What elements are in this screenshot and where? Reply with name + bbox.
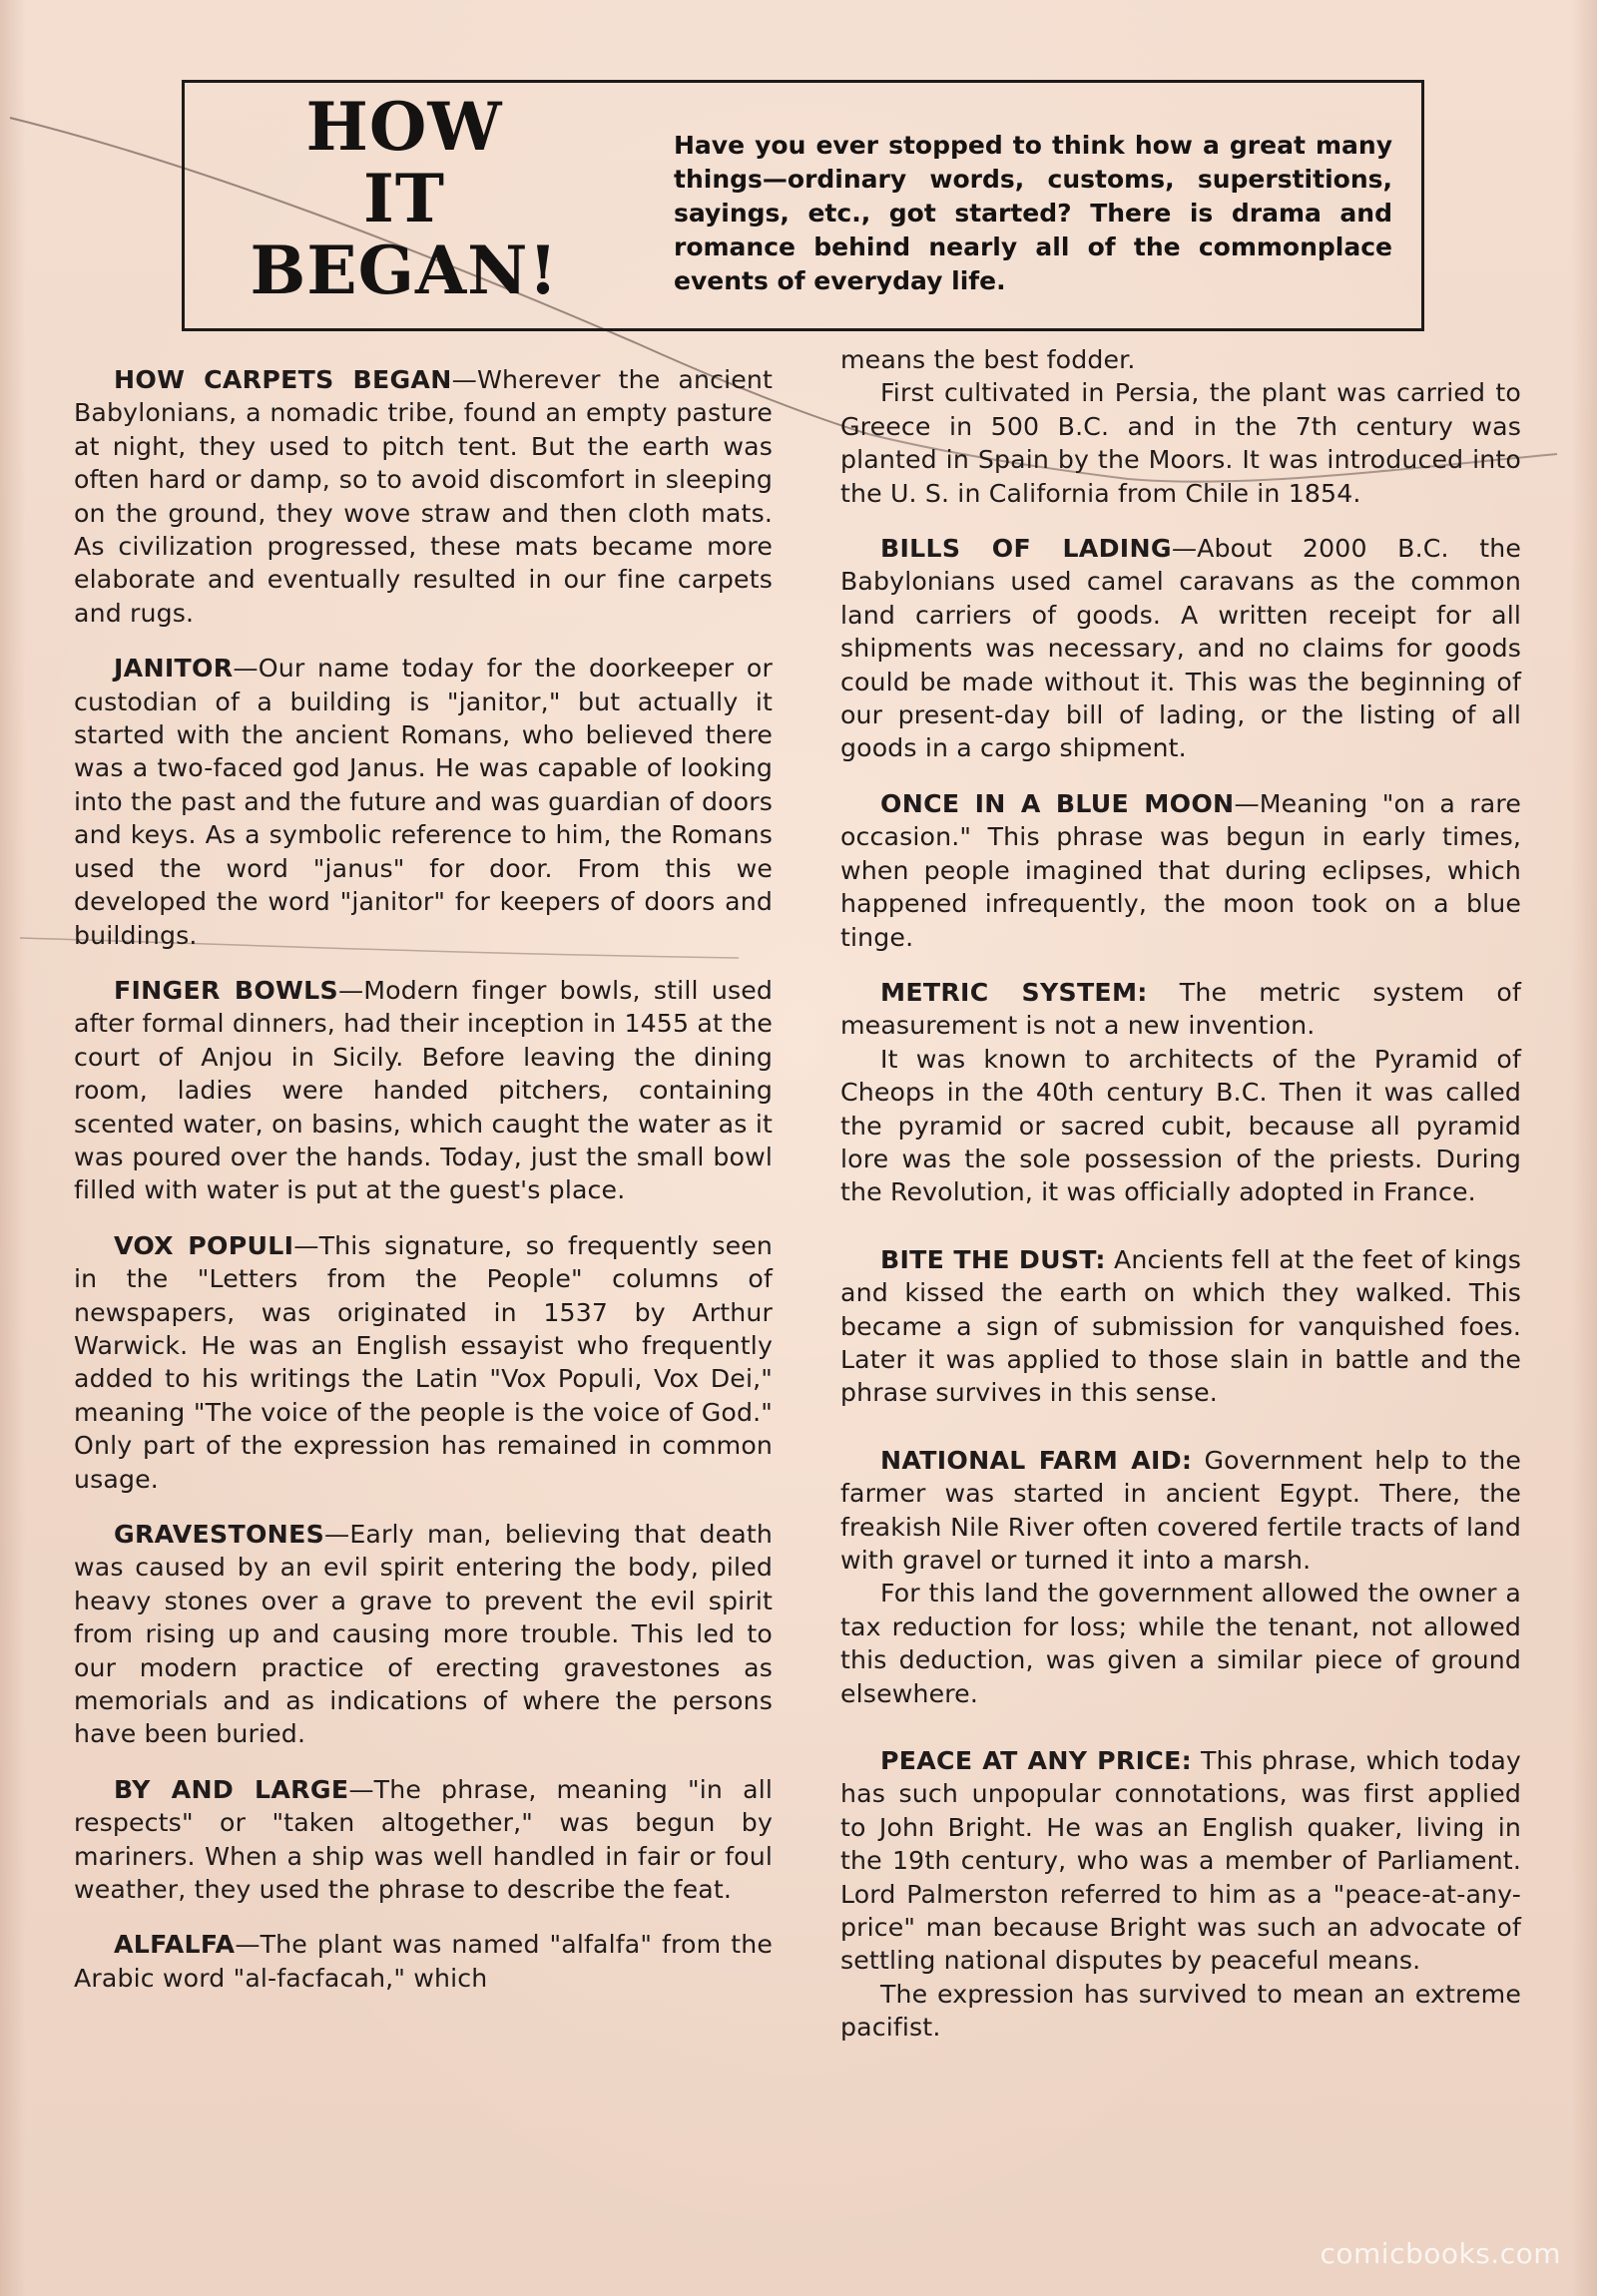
right-column xyxy=(840,343,1521,2057)
article-body: —The plant was named "alfalfa" from the Arabic word "al-facfacah," which xyxy=(74,1930,773,1993)
article-body: This phrase, which today has such unpopular connotations, was first applied to John Bright. He was an English quaker, living in the 19th century, who was a member of Parliament. Lord Palmerston referred to him as a "peace-at-any-price" man because Bright was such an advocate of settling national disputes by peaceful means. xyxy=(840,1746,1521,1976)
article-heading: FINGER BOWLS xyxy=(114,975,338,1005)
article-body: —Wherever the ancient Babylonians, a nomadic tribe, found an empty pasture at night, they used to pitch tent. But the earth was often hard or damp, so to avoid discomfort in sleeping on the ground, they wove straw and then cloth mats. As civilization progressed, these mats became more elaborate and eventually resulted in our fine carpets and rugs. xyxy=(74,365,773,628)
article-body: Government help to the farmer was started in ancient Egypt. There, the freakish Nile River often covered fertile tracts of land with gravel or turned it into a marsh. xyxy=(840,1445,1521,1575)
page-title xyxy=(245,88,564,309)
article-metric-system xyxy=(840,976,1521,1043)
article-gravestones xyxy=(74,1518,773,1751)
article-heading: METRIC SYSTEM: xyxy=(880,977,1148,1007)
intro-text: Have you ever stopped to think how a great many things—ordinary words, customs, superstitions, sayings, etc., got started? There is drama and romance behind nearly all of the commonplace events of everyday life. xyxy=(674,131,1392,295)
article-bills-of-lading xyxy=(840,532,1521,765)
article-body: —Early man, believing that death was caused by an evil spirit entering the body, piled heavy stones over a grave to prevent the evil spirit from rising up and causing more trouble. This led to our modern practice of erecting gravestones as memorials and as indications of where the persons have been buried. xyxy=(74,1520,773,1749)
article-blue-moon xyxy=(840,787,1521,954)
article-heading: NATIONAL FARM AID: xyxy=(880,1445,1193,1475)
article-body: —This signature, so frequently seen in the "Letters from the People" columns of newspapers, was originated in 1537 by Arthur Warwick. He was an English essayist who frequently added to his writings the Latin "Vox Populi, Vox Dei," meaning "The voice of the people is the voice of God." Only part of the expression has remained in common usage. xyxy=(74,1230,773,1494)
watermark: comicbooks.com xyxy=(1320,2237,1561,2270)
article-by-and-large xyxy=(74,1773,773,1907)
article-janitor xyxy=(74,652,773,952)
article-alfalfa-continued-2: First cultivated in Persia, the plant was carried to Greece in 500 B.C. and in the 7th century was planted in Spain by the Moors. It was introduced into the U. S. in California from Chile in 1854. xyxy=(840,378,1521,508)
article-peace-at-any-price xyxy=(840,1744,1521,1978)
article-body: The metric system of measurement is not a new invention. xyxy=(840,977,1522,1041)
article-heading: ALFALFA xyxy=(114,1930,236,1960)
article-body: —About 2000 B.C. the Babylonians used camel caravans as the common land carriers of goods. A written receipt for all shipments was necessary, and no claims for goods could be made without it. This was the beginning of our present-day bill of lading, or the listing of all goods in a cargo shipment. xyxy=(840,534,1521,763)
title-line-3: BEGAN! xyxy=(250,231,559,309)
article-body: —Our name today for the doorkeeper or custodian of a building is "janitor," but actually it started with the ancient Romans, who believed there was a two-faced god Janus. He was capable of looking into the past and the future and was guardian of doors and keys. As a symbolic reference to him, the Romans used the word "janus" for door. From this we developed the word "janitor" for keepers of doors and buildings. xyxy=(74,654,773,950)
article-heading: JANITOR xyxy=(114,654,234,684)
article-peace-at-any-price-2: The expression has survived to mean an extreme pacifist. xyxy=(840,1979,1521,2043)
article-carpets xyxy=(74,363,773,630)
article-national-farm-aid xyxy=(840,1444,1521,1578)
article-body: —Modern finger bowls, still used after formal dinners, had their inception in 1455 at the court of Anjou in Sicily. Before leaving the dining room, ladies were handed pitchers, containing scented water, on basins, which caught the water as it was poured over the hands. Today, just the small bowl filled with water is put at the guest's place. xyxy=(74,975,773,1205)
article-bite-the-dust xyxy=(840,1243,1521,1410)
article-vox-populi xyxy=(74,1229,773,1496)
right-edge-shade xyxy=(1571,0,1597,2296)
article-body: Ancients fell at the feet of kings and kissed the earth on which they walked. This became a sign of submission for vanquished foes. Later it was applied to those slain in battle and the phrase survives in this sense. xyxy=(840,1244,1521,1408)
article-body: —Meaning "on a rare occasion." This phrase was begun in early times, when people imagined that during eclipses, which happened infrequently, the moon took on a blue tinge. xyxy=(840,788,1521,952)
article-heading: VOX POPULI xyxy=(114,1230,294,1260)
article-alfalfa-continued: means the best fodder. xyxy=(840,345,1136,374)
title-line-2: IT xyxy=(363,160,445,237)
article-national-farm-aid-2: For this land the government allowed the owner a tax reduction for loss; while the tenant, not allowed this deduction, was given a similar piece of ground elsewhere. xyxy=(840,1579,1521,1708)
article-heading: ONCE IN A BLUE MOON xyxy=(880,788,1235,818)
article-finger-bowls xyxy=(74,974,773,1207)
article-heading: HOW CARPETS BEGAN xyxy=(114,365,452,394)
article-heading: BY AND LARGE xyxy=(114,1774,349,1804)
article-metric-system-2: It was known to architects of the Pyramid of Cheops in the 40th century B.C. Then it was called the pyramid or sacred cubit, because all pyramid lore was the sole possession of the priests. During the Revolution, it was officially adopted in France. xyxy=(840,1044,1521,1207)
article-heading: BITE THE DUST: xyxy=(880,1244,1106,1274)
left-column xyxy=(74,363,773,2007)
article-heading: PEACE AT ANY PRICE: xyxy=(880,1746,1192,1776)
title-line-1: HOW xyxy=(305,88,503,166)
header-box xyxy=(182,80,1424,331)
article-heading: GRAVESTONES xyxy=(114,1520,325,1549)
article-heading: BILLS OF LADING xyxy=(880,534,1172,564)
left-edge-shade xyxy=(0,0,26,2296)
article-body: —The phrase, meaning "in all respects" or "taken altogether," was begun by mariners. When a ship was well handled in fair or foul weather, they used the phrase to describe the feat. xyxy=(74,1774,774,1905)
article-alfalfa xyxy=(74,1928,773,1995)
